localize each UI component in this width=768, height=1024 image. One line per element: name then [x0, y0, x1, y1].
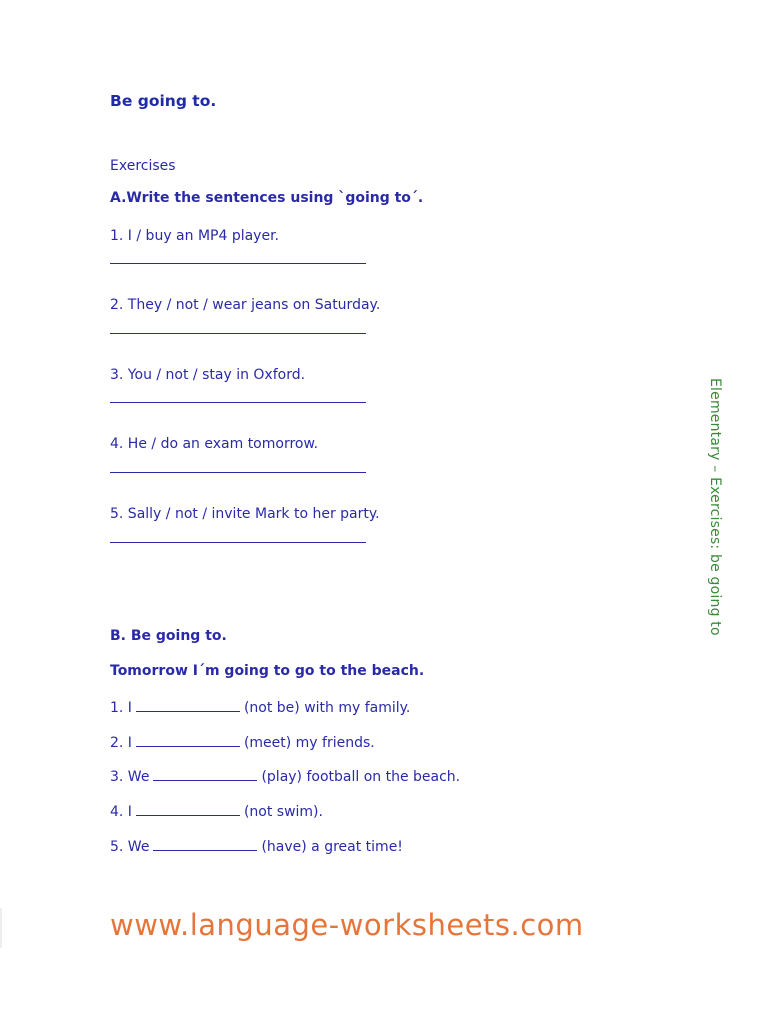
part-b-blank-5[interactable]: [153, 837, 257, 851]
part-b-item-2-prefix: 2. I: [110, 735, 132, 751]
part-b-item-2: [110, 733, 375, 751]
part-b-blank-1[interactable]: [136, 698, 240, 712]
part-b-blank-4[interactable]: [136, 802, 240, 816]
part-b-item-4-prefix: 4. I: [110, 804, 132, 820]
part-a-item-3: 3. You / not / stay in Oxford.: [110, 367, 306, 383]
part-b-item-2-suffix: (meet) my friends.: [243, 735, 375, 751]
part-b-item-1-suffix: (not be) with my family.: [243, 700, 411, 716]
page-title: Be going to.: [110, 92, 217, 110]
part-b-item-5-prefix: 5. We: [110, 839, 150, 855]
part-a-answer-line-1[interactable]: [110, 263, 366, 264]
part-a-item-2: 2. They / not / wear jeans on Saturday.: [110, 297, 381, 313]
part-b-item-3-prefix: 3. We: [110, 769, 150, 785]
part-b-item-1-prefix: 1. I: [110, 700, 132, 716]
section-label: Exercises: [110, 158, 176, 174]
footer-website-link[interactable]: www.language-worksheets.com: [110, 908, 584, 942]
part-b-item-5: [110, 837, 403, 855]
part-a-answer-line-5[interactable]: [110, 542, 366, 543]
part-a-answer-line-2[interactable]: [110, 333, 366, 334]
part-b-intro: Tomorrow I´m going to go to the beach.: [110, 663, 425, 679]
side-caption: Elementary – Exercises: be going to: [707, 378, 723, 636]
part-b-item-3: [110, 767, 460, 785]
part-a-answer-line-4[interactable]: [110, 472, 366, 473]
part-b-heading: B. Be going to.: [110, 628, 227, 644]
part-b-item-3-suffix: (play) football on the beach.: [261, 769, 461, 785]
page-edge-mark: [0, 908, 2, 948]
part-b-item-1: [110, 698, 410, 716]
part-a-item-1: 1. I / buy an MP4 player.: [110, 228, 280, 244]
part-b-item-4-suffix: (not swim).: [243, 804, 323, 820]
part-b-item-4: [110, 802, 323, 820]
part-a-item-5: 5. Sally / not / invite Mark to her party.: [110, 506, 380, 522]
part-a-answer-line-3[interactable]: [110, 402, 366, 403]
part-b-blank-2[interactable]: [136, 733, 240, 747]
part-a-item-4: 4. He / do an exam tomorrow.: [110, 436, 319, 452]
part-b-item-5-suffix: (have) a great time!: [261, 839, 403, 855]
part-a-heading: A.Write the sentences using `going to´.: [110, 190, 424, 206]
part-b-blank-3[interactable]: [153, 767, 257, 781]
